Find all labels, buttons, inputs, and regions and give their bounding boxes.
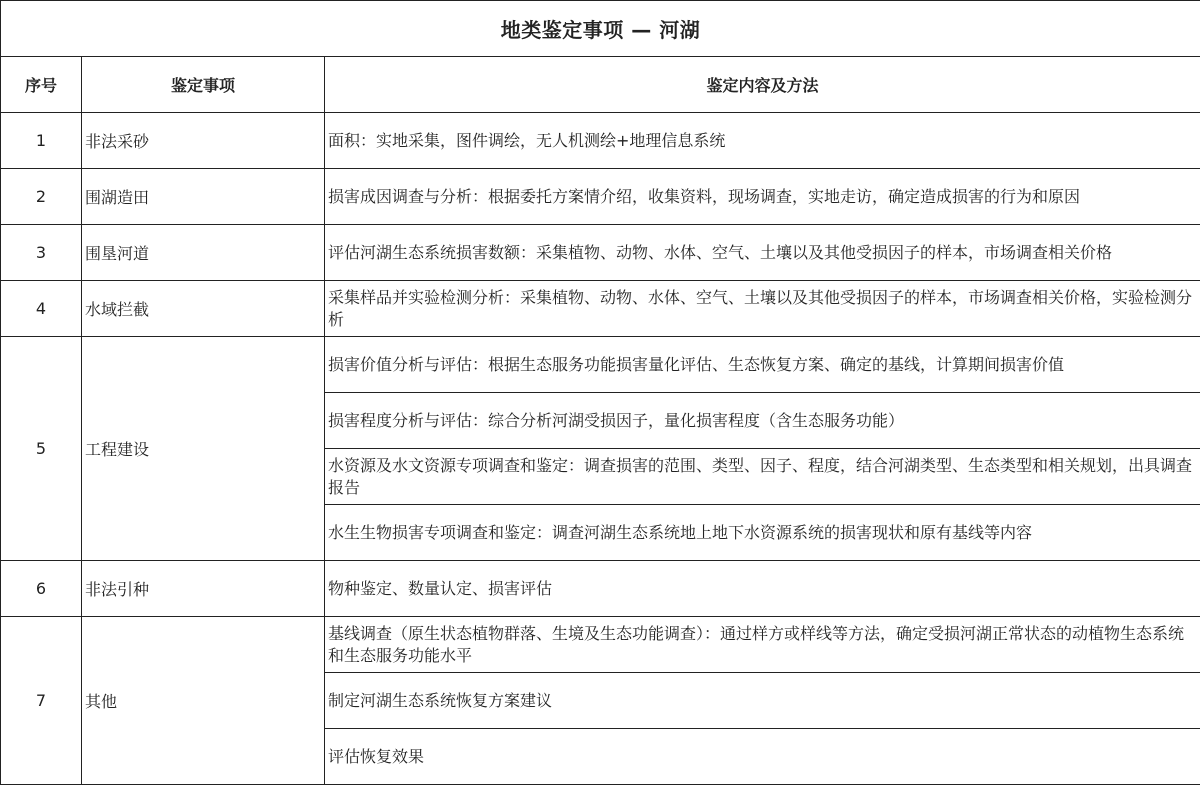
appraisal-item-cell[interactable]: 围垦河道 — [82, 225, 325, 281]
table-row — [1, 561, 1200, 617]
table-row — [1, 281, 1200, 337]
appraisal-content-cell[interactable]: 物种鉴定、数量认定、损害评估 — [325, 561, 1200, 617]
row-number-cell[interactable]: 5 — [1, 337, 82, 561]
appraisal-item-cell[interactable]: 工程建设 — [82, 337, 325, 561]
appraisal-content-cell[interactable]: 水资源及水文资源专项调查和鉴定：调查损害的范围、类型、因子、程度，结合河湖类型、生态类型和相关规划，出具调查报告 — [325, 449, 1200, 505]
header-item[interactable]: 鉴定事项 — [82, 57, 325, 113]
row-number-cell[interactable]: 7 — [1, 617, 82, 785]
table-title[interactable]: 地类鉴定事项 — 河湖 — [1, 1, 1200, 57]
appraisal-content-cell[interactable]: 损害成因调查与分析：根据委托方案情介绍，收集资料，现场调查，实地走访，确定造成损害的行为和原因 — [325, 169, 1200, 225]
table-row — [1, 617, 1200, 673]
appraisal-item-cell[interactable]: 非法引种 — [82, 561, 325, 617]
table-row — [1, 113, 1200, 169]
table-body — [1, 1, 1200, 785]
row-number-cell[interactable]: 1 — [1, 113, 82, 169]
appraisal-content-cell[interactable]: 面积：实地采集，图件调绘，无人机测绘+地理信息系统 — [325, 113, 1200, 169]
appraisal-content-cell[interactable]: 基线调查（原生状态植物群落、生境及生态功能调查）：通过样方或样线等方法，确定受损河湖正常状态的动植物生态系统和生态服务功能水平 — [325, 617, 1200, 673]
appraisal-content-cell[interactable]: 采集样品并实验检测分析：采集植物、动物、水体、空气、土壤以及其他受损因子的样本，市场调查相关价格，实验检测分析 — [325, 281, 1200, 337]
appraisal-item-cell[interactable]: 围湖造田 — [82, 169, 325, 225]
appraisal-content-cell[interactable]: 评估恢复效果 — [325, 729, 1200, 785]
table-row — [1, 169, 1200, 225]
appraisal-content-cell[interactable]: 水生生物损害专项调查和鉴定：调查河湖生态系统地上地下水资源系统的损害现状和原有基线等内容 — [325, 505, 1200, 561]
appraisal-content-cell[interactable]: 损害程度分析与评估：综合分析河湖受损因子，量化损害程度（含生态服务功能） — [325, 393, 1200, 449]
row-number-cell[interactable]: 4 — [1, 281, 82, 337]
header-row — [1, 57, 1200, 113]
header-no[interactable]: 序号 — [1, 57, 82, 113]
appraisal-item-cell[interactable]: 水域拦截 — [82, 281, 325, 337]
appraisal-content-cell[interactable]: 评估河湖生态系统损害数额：采集植物、动物、水体、空气、土壤以及其他受损因子的样本，市场调查相关价格 — [325, 225, 1200, 281]
row-number-cell[interactable]: 3 — [1, 225, 82, 281]
title-row — [1, 1, 1200, 57]
appraisal-content-cell[interactable]: 制定河湖生态系统恢复方案建议 — [325, 673, 1200, 729]
appraisal-item-cell[interactable]: 非法采砂 — [82, 113, 325, 169]
row-number-cell[interactable]: 6 — [1, 561, 82, 617]
appraisal-item-cell[interactable]: 其他 — [82, 617, 325, 785]
header-content[interactable]: 鉴定内容及方法 — [325, 57, 1200, 113]
table-row — [1, 225, 1200, 281]
appraisal-content-cell[interactable]: 损害价值分析与评估：根据生态服务功能损害量化评估、生态恢复方案、确定的基线，计算期间损害价值 — [325, 337, 1200, 393]
table-row — [1, 337, 1200, 393]
row-number-cell[interactable]: 2 — [1, 169, 82, 225]
